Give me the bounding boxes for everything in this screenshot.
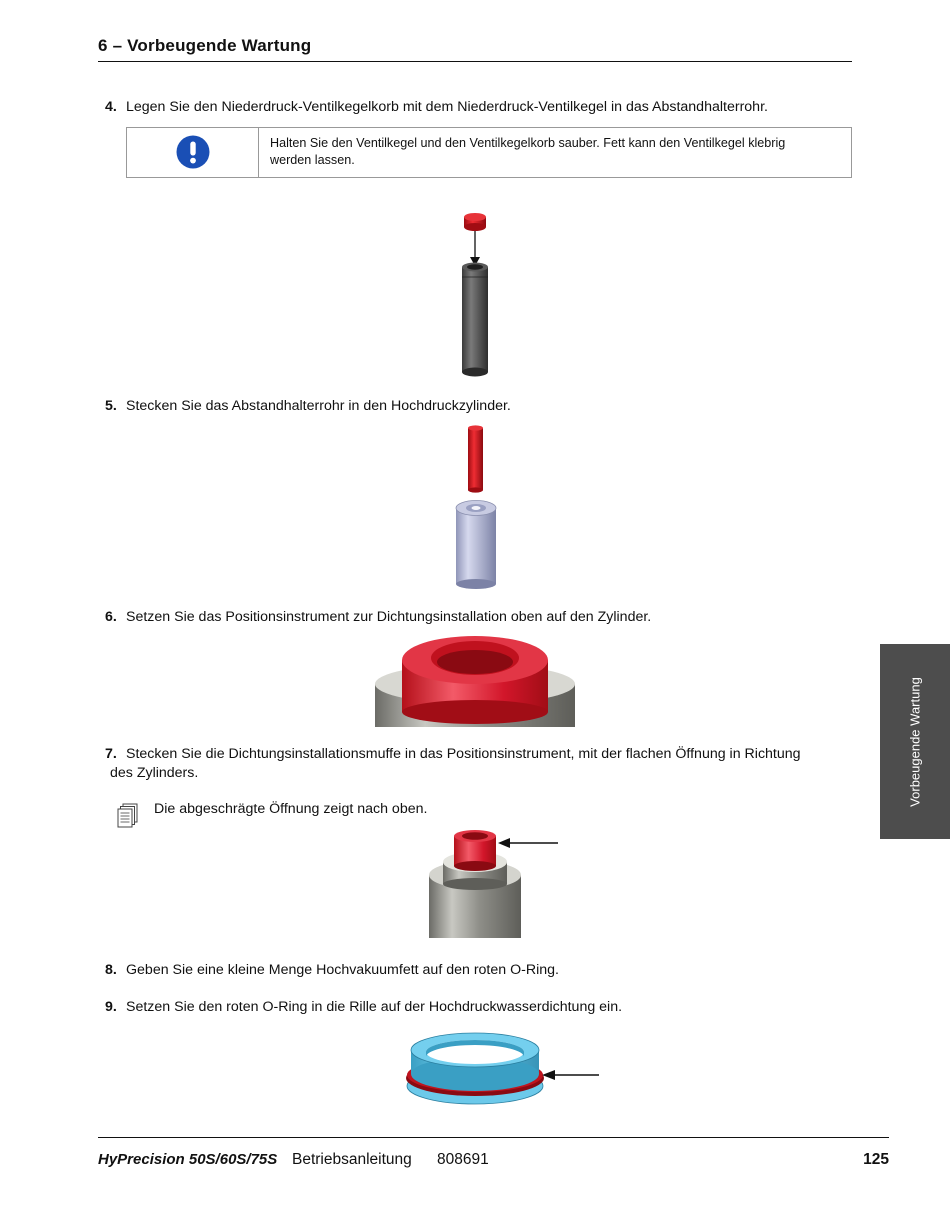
step-4 — [105, 98, 845, 118]
notice-line-2: werden lassen. — [270, 153, 355, 167]
figure-installation-sleeve — [428, 828, 560, 938]
step-number: 5. — [105, 398, 117, 414]
step-text-line-2: des Zylinders. — [110, 765, 199, 781]
step-text: Geben Sie eine kleine Menge Hochvakuumfett auf den roten O-Ring. — [126, 962, 559, 978]
notice-icon-cell — [127, 128, 259, 177]
step-text: Legen Sie den Niederdruck-Ventilkegelkorb mit dem Niederdruck-Ventilkegel in das Abstandhalterrohr. — [126, 99, 768, 115]
step-6 — [105, 608, 845, 628]
step-8 — [105, 961, 845, 981]
figure-spacer-tube-cylinder — [448, 424, 504, 590]
notice-box — [126, 127, 852, 178]
exclamation-icon — [176, 135, 210, 169]
footer-product: HyPrecision 50S/60S/75S — [98, 1151, 278, 1168]
footer-doc-type: Betriebsanleitung — [292, 1151, 412, 1168]
note-text: Die abgeschrägte Öffnung zeigt nach oben. — [154, 801, 428, 817]
notice-text — [270, 135, 840, 169]
page-header-title: 6 – Vorbeugende Wartung — [98, 36, 312, 55]
page-number: 125 — [863, 1151, 889, 1168]
side-tab-label: Vorbeugende Wartung — [907, 676, 923, 807]
figure-positioning-tool — [375, 634, 575, 727]
step-text: Setzen Sie den roten O-Ring in die Rille auf der Hochdruckwasserdichtung ein. — [126, 999, 623, 1015]
figure-o-ring-seal — [405, 1030, 601, 1107]
step-number: 4. — [105, 99, 117, 115]
step-number: 8. — [105, 962, 117, 978]
step-number: 7. — [105, 746, 117, 762]
step-number: 9. — [105, 999, 117, 1015]
step-9 — [105, 998, 845, 1018]
side-tab — [880, 644, 950, 839]
step-text: Stecken Sie das Abstandhalterrohr in den Hochdruckzylinder. — [126, 398, 511, 414]
step-text-line-1: Stecken Sie die Dichtungsinstallationsmuffe in das Positionsinstrument, mit der flachen Öffnung in Richtung — [126, 746, 801, 762]
step-number: 6. — [105, 609, 117, 625]
note-pages-icon — [117, 803, 139, 829]
figure-poppet-spacer-tube — [445, 205, 505, 380]
notice-line-1: Halten Sie den Ventilkegel und den Ventilkegelkorb sauber. Fett kann den Ventilkegel klebrig — [270, 136, 786, 150]
header-rule — [98, 61, 852, 62]
footer-doc-number: 808691 — [437, 1151, 489, 1168]
footer-rule — [98, 1137, 889, 1138]
step-text: Setzen Sie das Positionsinstrument zur Dichtungsinstallation oben auf den Zylinder. — [126, 609, 652, 625]
step-7 — [105, 745, 845, 785]
step-5 — [105, 397, 845, 417]
